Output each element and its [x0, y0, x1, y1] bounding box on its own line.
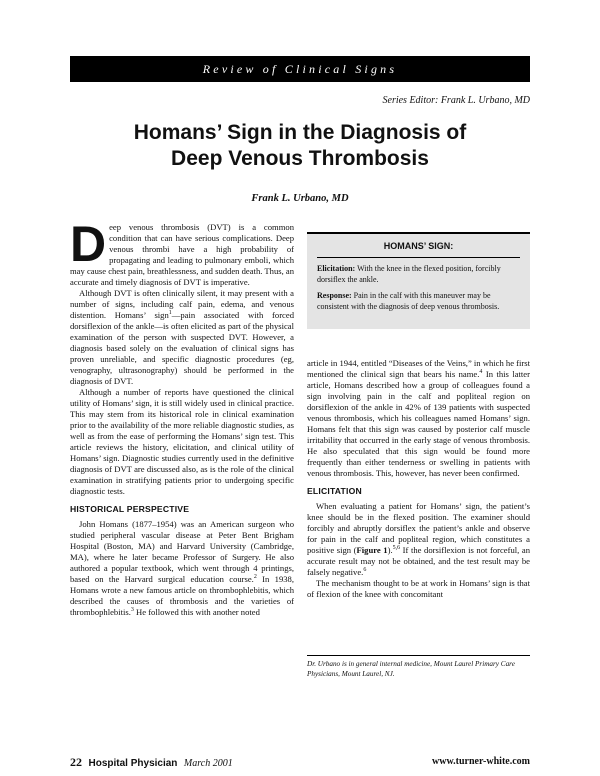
reference-marker: 6: [363, 567, 367, 574]
figure-reference: Figure 1: [356, 545, 388, 555]
paragraph-1: [70, 216, 294, 288]
paragraph-5-text-a: article in 1944, entitled “Diseases of the Veins,” in which he first mentioned the clinical sign that bears his name.: [307, 358, 530, 379]
reference-marker: 5,6: [392, 545, 401, 552]
reference-marker: 2: [253, 574, 257, 581]
paragraph-4: [70, 519, 294, 618]
page-footer: [70, 755, 530, 770]
homans-sign-sidebar: [307, 232, 530, 329]
reference-marker: 1: [168, 310, 172, 317]
article-title: [70, 120, 530, 172]
paragraph-5-text-b: In this latter article, Homans described how a group of colleagues found a sign involving pain in the calf and popliteal region on dorsiflexion of the ankle in 42% of 139 patients with suspected venous thrombosis, which his colleagues named Homans’ sign. Homans felt that this sign was caused by posterior calf muscle irritability that occurred in the early stage of venous thrombosis. He also speculated that this sign would be found more frequently than either tenderness or swelling in patients with venous thrombosis. This, however, has never been confirmed.: [307, 369, 530, 478]
paragraph-6-text-b: ).: [387, 545, 393, 555]
sidebar-response: [317, 291, 520, 312]
issue-date: March 2001: [183, 758, 233, 769]
author-footnote: Dr. Urbano is in general internal medicine, Mount Laurel Primary Care Physicians, Mount Laurel, NJ.: [307, 660, 515, 678]
response-label: Response:: [317, 291, 352, 300]
paragraph-4-text-b: In 1938, Homans wrote a new famous article on thrombophlebitis, which described the causes of thrombosis and the varieties of thrombophlebitis.: [70, 574, 295, 617]
paragraph-2-text-a: Although DVT is often clinically silent, it may present with a number of signs, including calf pain, edema, and venous distention. Homans’ sign: [70, 288, 294, 320]
series-banner: Review of Clinical Signs: [70, 56, 530, 82]
page-number: 22: [70, 755, 82, 769]
reference-marker: 4: [479, 369, 483, 376]
section-heading-elicitation: ELICITATION: [307, 486, 362, 496]
paragraph-3: Although a number of reports have questioned the clinical utility of Homans’ sign, it is still widely used in clinical practice. This may stem from its historical role in clinical examination prior to the availability of the more reliable diagnostic studies, as well as from the ease of performing the Homans’ sign test. This article reviews the history, elicitation, and clinical utility of Homans’ sign. Diagnostic studies currently used in the definitive diagnosis of DVT are discussed also, as is the role of the clinical examination in stratifying patients prior to undergoing specific diagnostic tests.: [70, 387, 294, 496]
paragraph-6: [307, 501, 530, 578]
drop-cap: D: [70, 216, 107, 272]
elicitation-label: Elicitation:: [317, 264, 356, 273]
reference-marker: 3: [130, 607, 134, 614]
paragraph-7: The mechanism thought to be at work in Homans’ sign is that of flexion of the knee with concomitant: [307, 578, 530, 599]
paragraph-6-text-c: If the dorsiflexion is not forceful, an accurate result may not be obtained, and the test result may be falsely negative.: [307, 545, 530, 577]
series-editor: Series Editor: Frank L. Urbano, MD: [382, 95, 530, 106]
paragraph-2: [70, 288, 294, 387]
journal-name: Hospital Physician: [88, 758, 178, 769]
footnote-rule: [307, 655, 530, 656]
paragraph-4-text-c: He followed this with another noted: [133, 607, 260, 617]
article-author: Frank L. Urbano, MD: [251, 193, 349, 204]
paragraph-1-text: eep venous thrombosis (DVT) is a common condition that can have serious complications. Deep venous thrombi have a high probability of propagating and leading to pulmonary emboli, which may cause chest pain, breathlessness, and sudden death. Thus, an accurate and timely diagnosis of DVT is imperative.: [70, 222, 294, 287]
paragraph-2-text-b: —pain associated with forced dorsiflexion of the ankle—is often elicited as part of the physical examination of the person with suspected DVT. However, a diagnosis based solely on the evaluation of clinical signs has proven unreliable, and specific diagnostic procedures (eg, venography, ultrasonography) should be performed in the diagnosis of DVT.: [70, 310, 294, 386]
elicitation-text: With the knee in the flexed position, forcibly dorsiflex the ankle.: [317, 264, 501, 284]
title-line-2: Deep Venous Thrombosis: [171, 147, 429, 170]
publisher-url: www.turner-white.com: [432, 756, 530, 767]
section-heading-historical: HISTORICAL PERSPECTIVE: [70, 504, 190, 514]
response-text: Pain in the calf with this maneuver may be consistent with the diagnosis of deep venous thrombosis.: [317, 291, 500, 311]
paragraph-6-text-a: When evaluating a patient for Homans’ sign, the patient’s knee should be in the flexed position. The examiner should forcibly and abruptly dorsiflex the patient’s ankle and observe for pain in the calf and popliteal region, which constitutes a positive sign (: [307, 501, 530, 555]
paragraph-4-text-a: John Homans (1877–1954) was an American surgeon who studied peripheral vascular disease at Peter Bent Brigham Hospital (Boston, MA) and Harvard University (Cambridge, MA), where he later became Professor of Surgery. He also authored a popular textbook, which went through 4 printings, based on the Harvard surgical education course.: [70, 519, 294, 584]
sidebar-heading: HOMANS’ SIGN:: [317, 234, 520, 258]
paragraph-5: [307, 358, 530, 479]
right-column: [307, 358, 530, 600]
sidebar-elicitation: [317, 264, 520, 285]
title-line-1: Homans’ Sign in the Diagnosis of: [133, 121, 467, 144]
left-column: [70, 216, 295, 618]
